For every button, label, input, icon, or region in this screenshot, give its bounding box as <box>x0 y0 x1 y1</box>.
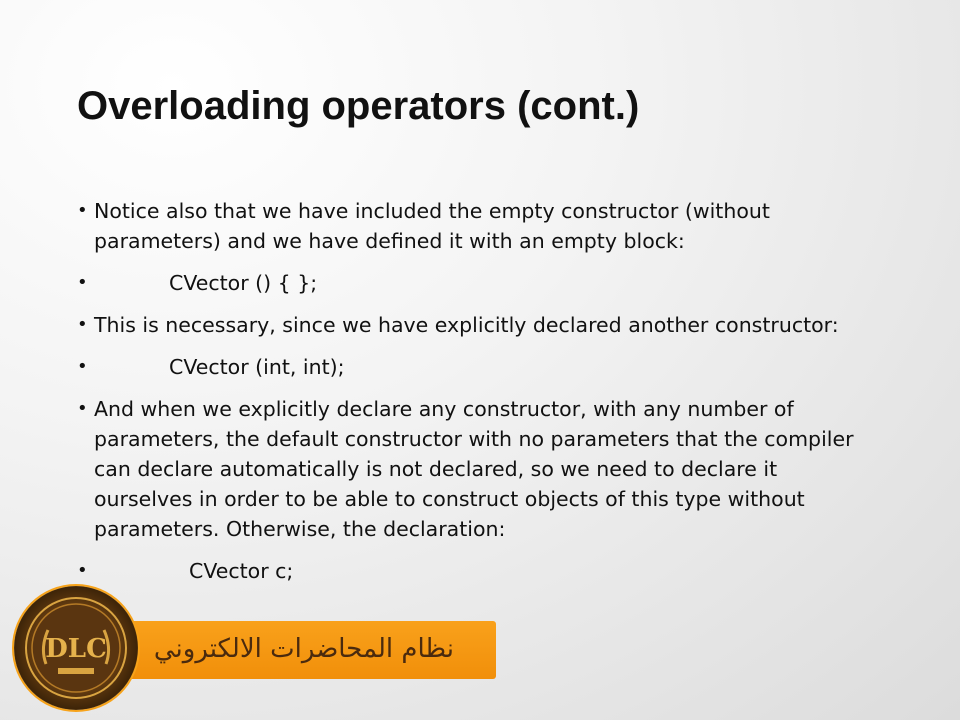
elearning-banner <box>120 621 496 679</box>
bullet-list <box>77 196 877 598</box>
code-line: CVector (int, int); <box>169 355 345 379</box>
code-line: CVector c; <box>189 559 294 583</box>
code-line: CVector () { }; <box>169 271 318 295</box>
bullet-item <box>77 196 877 256</box>
bullet-item-code <box>77 352 877 382</box>
bullet-text: Notice also that we have included the empty constructor (without parameters) and we have defined it with an empty block: <box>94 199 770 253</box>
banner-text: نظام المحاضرات الالكتروني <box>153 634 454 664</box>
bullet-item <box>77 394 877 544</box>
logo-emblem-icon <box>14 586 138 710</box>
bullet-text: This is necessary, since we have explicitly declared another constructor: <box>94 313 839 337</box>
bullet-item-code <box>77 556 877 586</box>
university-logo <box>14 586 138 710</box>
bullet-item <box>77 310 877 340</box>
slide-title: Overloading operators (cont.) <box>77 84 640 128</box>
bullet-item-code <box>77 268 877 298</box>
bullet-text: And when we explicitly declare any constructor, with any number of parameters, the default constructor with no parameters that the compiler can declare automatically is not declared, so we need to declare it ourselves in order to be able to construct objects of this type without parameters. Otherwise, the declaration: <box>94 397 854 541</box>
logo-letters: DLC <box>45 634 107 664</box>
